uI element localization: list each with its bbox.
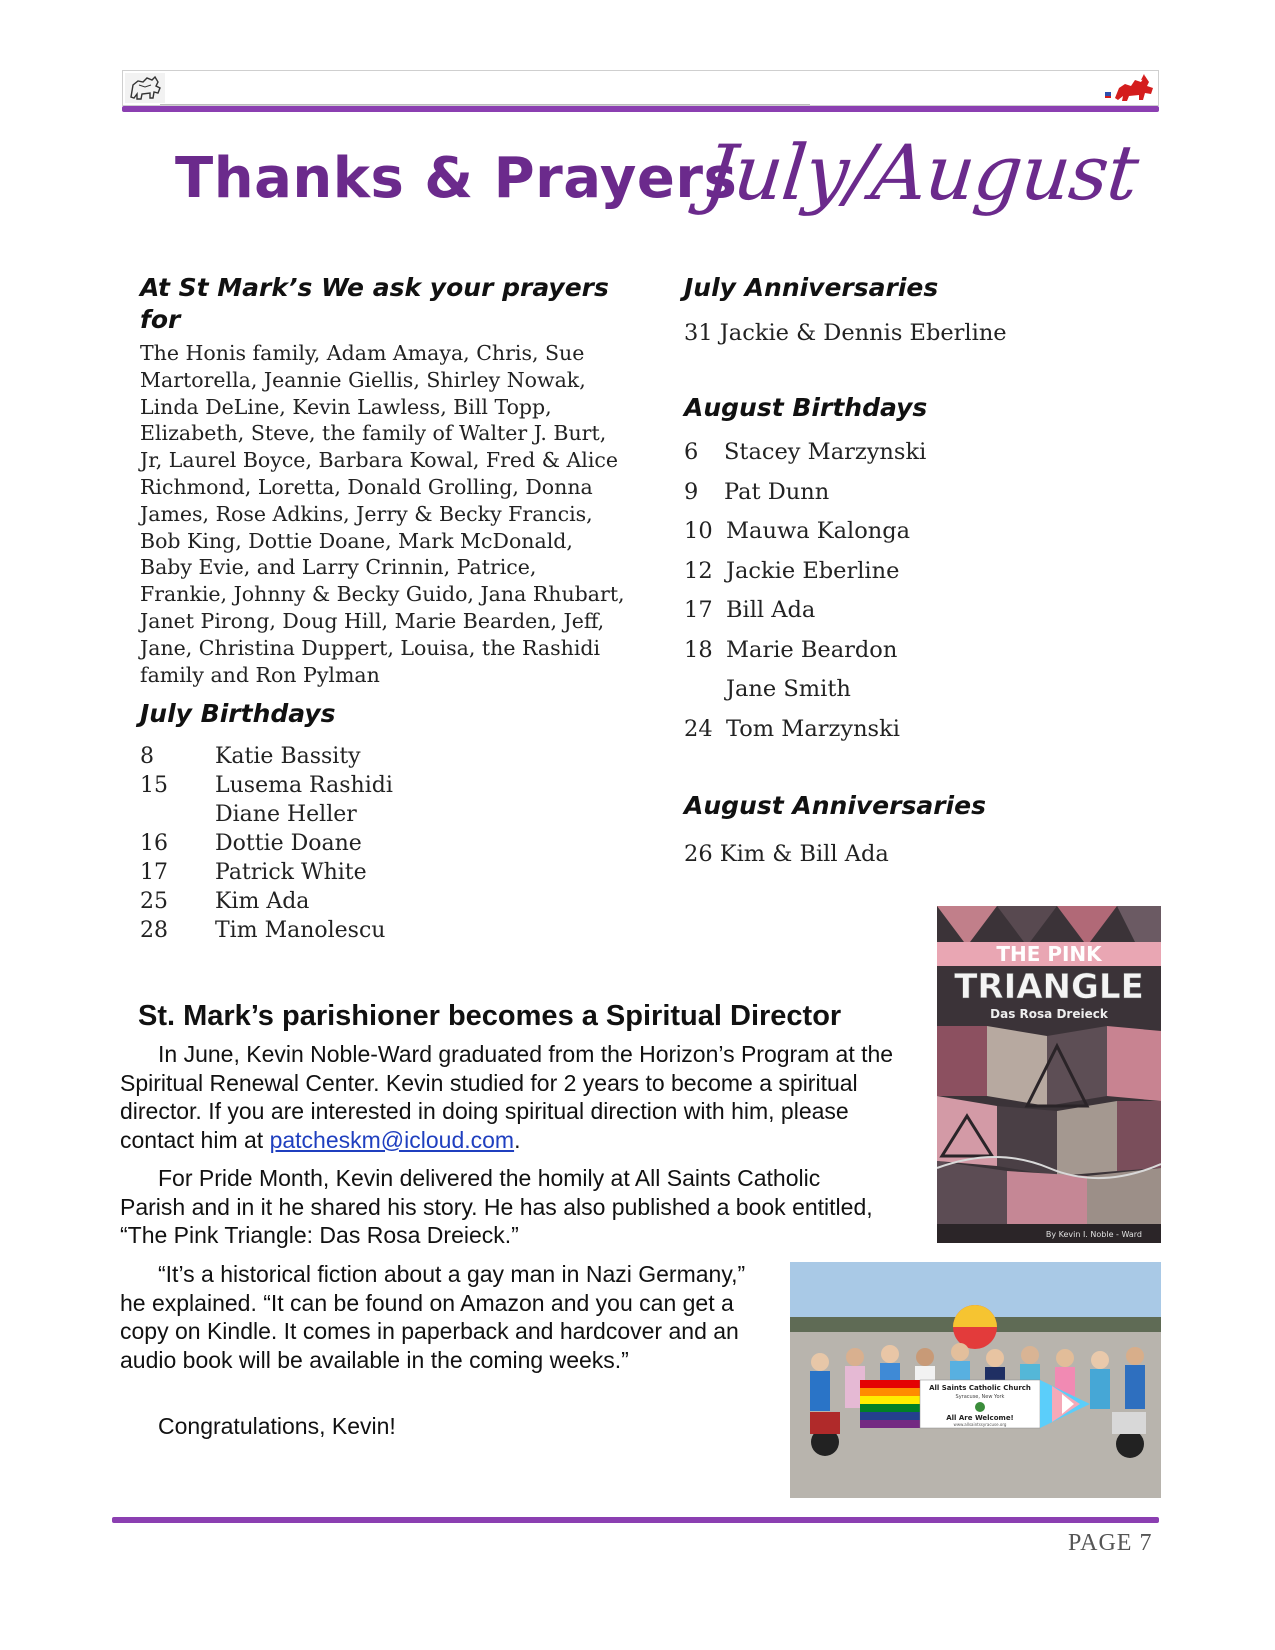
- july-birthdays-list: [140, 742, 560, 945]
- article-paragraph-4: Congratulations, Kevin!: [158, 1413, 396, 1439]
- prayers-list: The Honis family, Adam Amaya, Chris, Sue Martorella, Jeannie Giellis, Shirley Nowak, Linda DeLine, Kevin Lawless, Bill Topp, Elizabeth, Steve, the family of Walter J. Burt, Jr, Laurel Boyce, Barbara Kowal, Fred & Alice Richmond, Loretta, Donald Grolling, Donna James, Rose Adkins, Jerry & Becky Francis, Bob King, Dottie Doane, Mark McDonald, Baby Evie, and Larry Crinnin, Patrice, Frankie, Johnny & Becky Guido, Jana Rhubart, Janet Pirong, Doug Hill, Marie Bearden, Jeff, Jane, Christina Duppert, Louisa, the Rashidi family and Ron Pylman: [140, 341, 625, 687]
- list-item: [140, 829, 560, 858]
- banner-line2: Syracuse, New York: [955, 1394, 1005, 1400]
- name: Tom Marzynski: [726, 715, 900, 742]
- lion-logo-icon: [125, 73, 165, 103]
- list-item: [684, 433, 1104, 473]
- cover-line1: THE PINK: [996, 942, 1102, 966]
- list-item: [140, 800, 560, 829]
- pride-parade-photo: [790, 1262, 1161, 1498]
- list-item: [140, 916, 560, 945]
- page-title: [175, 128, 1142, 238]
- prayers-heading: At St Mark’s We ask your prayers for: [140, 273, 609, 334]
- list-item: [140, 887, 560, 916]
- list-item: [684, 473, 1104, 513]
- list-item: [684, 552, 1104, 592]
- list-item: [684, 591, 1104, 631]
- list-item: [684, 670, 1104, 710]
- day: [140, 800, 215, 829]
- july-birthdays-heading: July Birthdays: [140, 699, 336, 728]
- list-item: [684, 512, 1104, 552]
- august-anniversaries-heading: August Anniversaries: [684, 791, 986, 820]
- article-paragraph-2: For Pride Month, Kevin delivered the homily at All Saints Catholic Parish and in it he shared his story. He has also published a book entitled, “The Pink Triangle: Das Rosa Dreieck.”: [120, 1165, 873, 1249]
- august-birthdays-list: [684, 433, 1104, 749]
- red-lion-logo-icon: [1105, 72, 1159, 104]
- name: Dottie Doane: [215, 831, 362, 856]
- august-anniversary-entry: 26 Kim & Bill Ada: [684, 841, 889, 867]
- name: Marie Beardon: [726, 636, 898, 663]
- day: 10: [684, 518, 713, 544]
- july-anniversary-entry: 31 Jackie & Dennis Eberline: [684, 320, 1007, 346]
- day: [684, 670, 726, 710]
- list-item: [140, 742, 560, 771]
- list-item: [684, 631, 1104, 671]
- name: Diane Heller: [215, 802, 357, 827]
- cover-subtitle: Das Rosa Dreieck: [990, 1007, 1108, 1021]
- name: Patrick White: [215, 860, 367, 885]
- name: Bill Ada: [726, 597, 816, 623]
- day: 16: [140, 831, 168, 856]
- name: Kim Ada: [215, 889, 310, 914]
- top-purple-rule: [122, 106, 1159, 112]
- banner-line3: All Are Welcome!: [946, 1414, 1014, 1422]
- day: 15: [140, 773, 168, 798]
- header-divider: [160, 104, 810, 105]
- article-paragraph-1: In June, Kevin Noble-Ward graduated from the Horizon’s Program at the Spiritual Renewal Center. Kevin studied for 2 years to become a spiritual director. If you are interested in doing spiritual direction with him, please contact him at patcheskm@icloud.com.: [120, 1041, 894, 1153]
- name: Lusema Rashidi: [215, 773, 393, 798]
- name: Pat Dunn: [724, 478, 830, 505]
- name: Katie Bassity: [215, 744, 361, 769]
- article-title: St. Mark’s parishioner becomes a Spiritual Director: [138, 1000, 842, 1032]
- cover-line2: TRIANGLE: [954, 967, 1144, 1007]
- day: 12: [684, 557, 713, 584]
- banner-line4: www.allsaintssyracuse.org: [953, 1422, 1007, 1427]
- day: 18: [684, 636, 713, 663]
- august-birthdays-heading: August Birthdays: [684, 393, 928, 422]
- list-item: [140, 771, 560, 800]
- page-number: PAGE 7: [1068, 1530, 1153, 1556]
- day: 24: [684, 715, 713, 742]
- title-script-text: July/August: [700, 128, 1142, 217]
- day: 8: [140, 744, 154, 769]
- july-anniversaries-heading: July Anniversaries: [684, 273, 939, 302]
- bottom-purple-rule: [112, 1517, 1159, 1523]
- list-item: [684, 710, 1104, 750]
- name: Jane Smith: [726, 676, 851, 702]
- day: 9: [684, 478, 699, 505]
- list-item: [140, 858, 560, 887]
- article-paragraph-3: “It’s a historical fiction about a gay man in Nazi Germany,” he explained. “It can be found on Amazon and you can get a copy on Kindle. It comes in paperback and hardcover and an audio book will be available in the coming weeks.”: [120, 1261, 746, 1373]
- day: 28: [140, 918, 168, 943]
- title-bold-text: Thanks & Prayers: [175, 146, 738, 211]
- email-link[interactable]: patcheskm@icloud.com: [269, 1126, 515, 1153]
- header-bar: [122, 70, 1159, 106]
- day: 17: [684, 597, 713, 623]
- name: Stacey Marzynski: [724, 439, 927, 465]
- day: 17: [140, 860, 168, 885]
- name: Tim Manolescu: [215, 918, 386, 943]
- day: 6: [684, 439, 699, 465]
- book-cover-image: [937, 906, 1161, 1243]
- day: 25: [140, 889, 168, 914]
- name: Jackie Eberline: [726, 557, 900, 584]
- cover-author: By Kevin I. Noble - Ward: [1045, 1230, 1142, 1239]
- name: Mauwa Kalonga: [726, 518, 911, 544]
- banner-line1: All Saints Catholic Church: [929, 1384, 1031, 1392]
